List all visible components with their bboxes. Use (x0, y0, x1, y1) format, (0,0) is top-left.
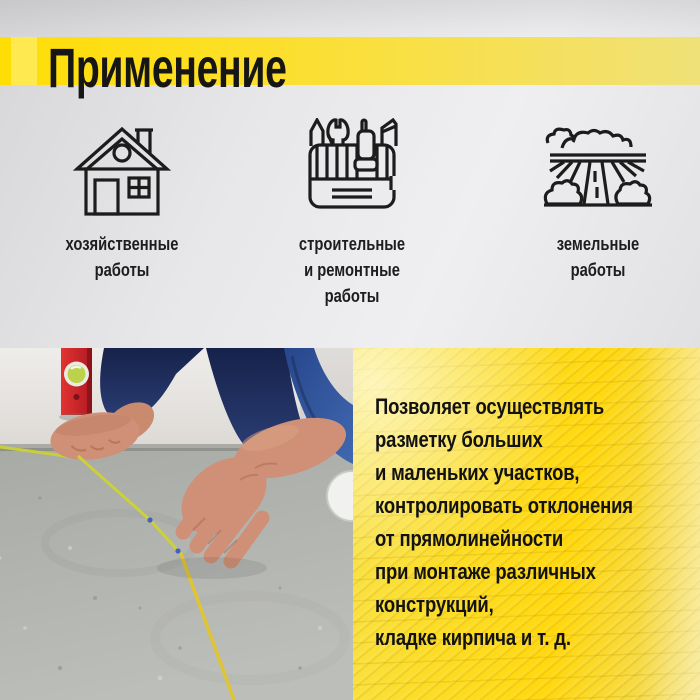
feature-label-line: работы (324, 286, 380, 306)
feature-label-line: и ремонтные (304, 260, 400, 280)
feature-earthworks (498, 0, 698, 340)
product-photo (0, 348, 353, 700)
description-line: Позволяет осуществлять (375, 394, 605, 419)
feature-household (22, 0, 222, 340)
description-line: от прямолинейности (375, 526, 564, 551)
description-panel (353, 348, 700, 700)
description-line: при монтаже различных (375, 559, 596, 584)
description-line: контролировать отклонения (375, 493, 633, 518)
bottom-section (0, 348, 700, 700)
description-line: кладке кирпича и т. д. (375, 625, 571, 650)
feature-label-line: земельные (556, 234, 640, 254)
toolbox-icon (252, 118, 452, 221)
field-icon (498, 126, 698, 219)
feature-label-line: работы (570, 260, 626, 280)
feature-label-line: хозяйственные (65, 234, 179, 254)
feature-label-line: строительные (298, 234, 406, 254)
description-line: и маленьких участков, (375, 460, 580, 485)
house-icon (22, 122, 222, 221)
description-line: конструкций, (375, 592, 494, 617)
page-title: Применение (48, 36, 287, 99)
feature-label-line: работы (94, 260, 150, 280)
description-line: разметку больших (375, 427, 543, 452)
feature-construction (252, 0, 452, 340)
spirit-level (59, 348, 93, 421)
description-text (375, 390, 677, 654)
